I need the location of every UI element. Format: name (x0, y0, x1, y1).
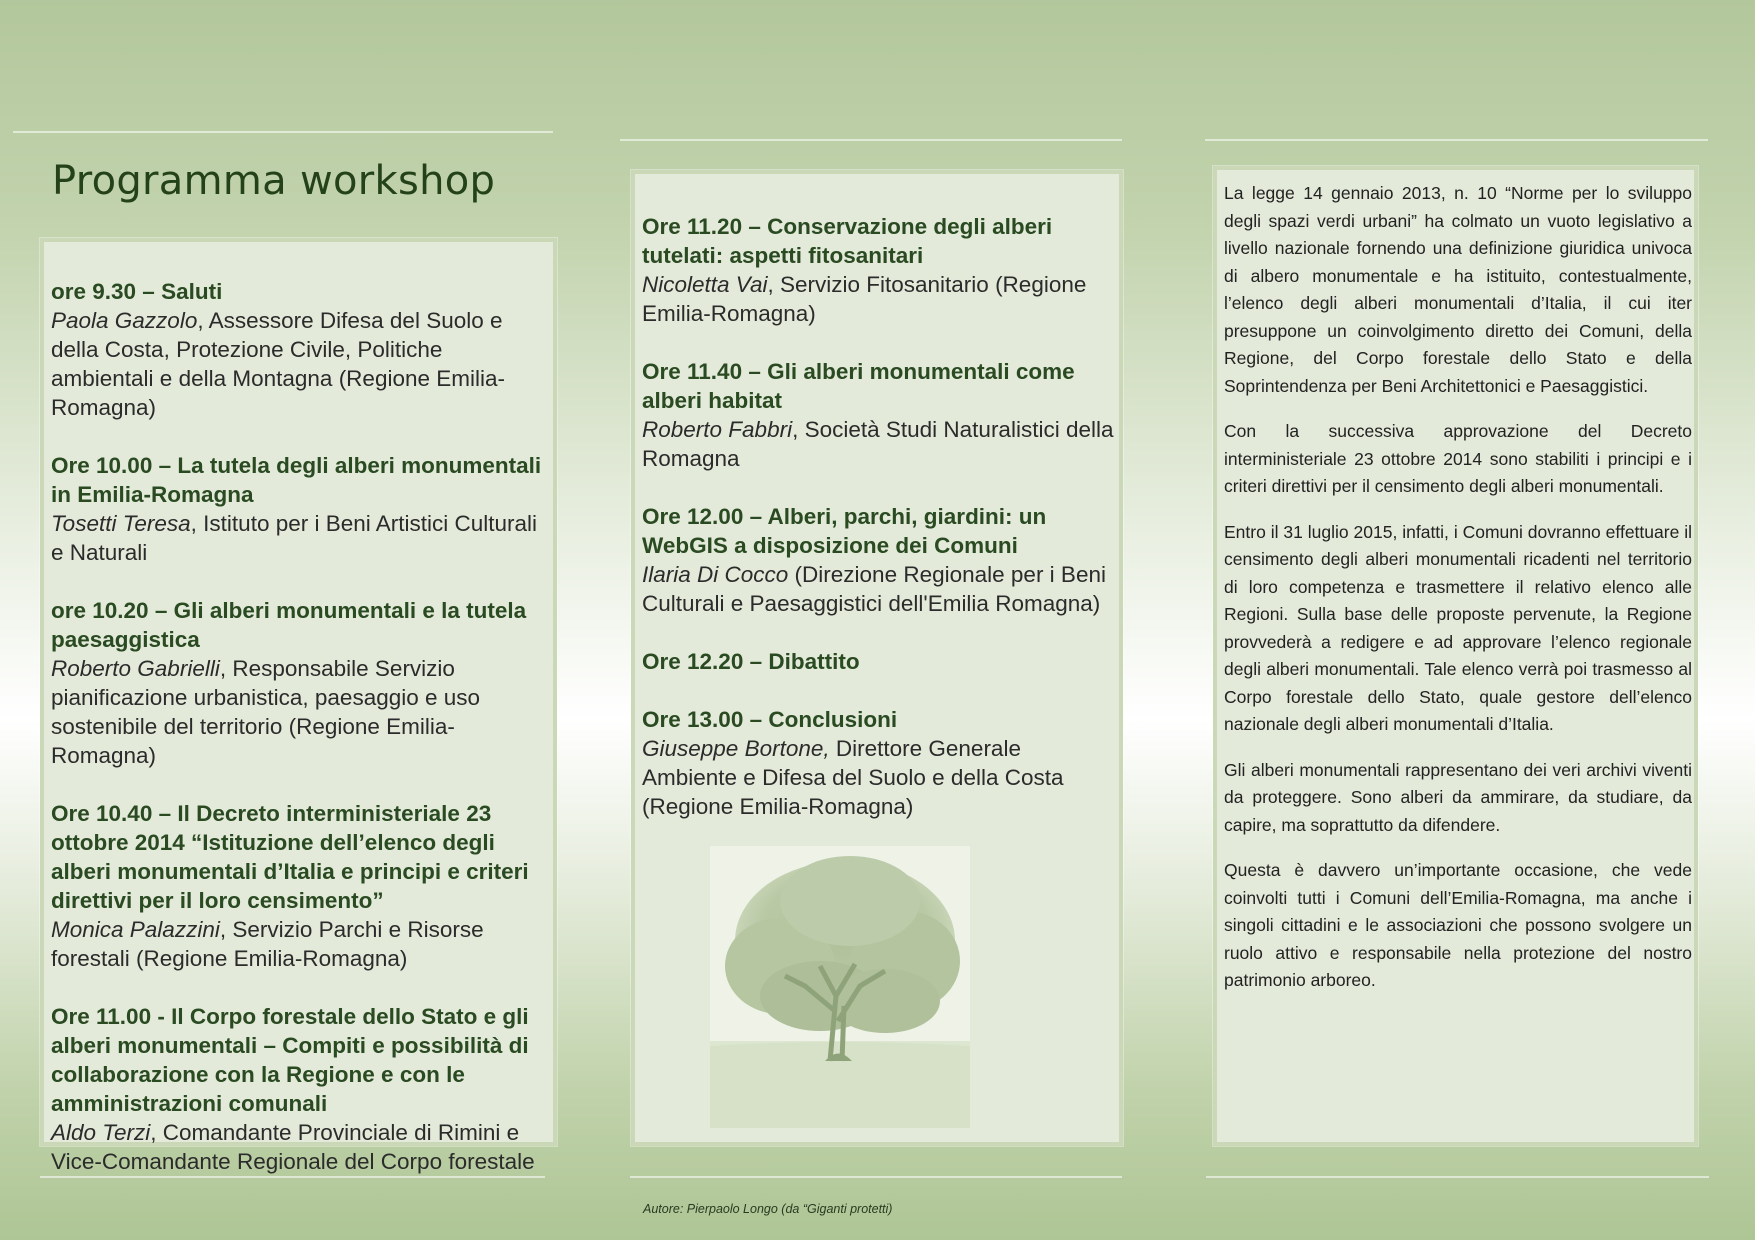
entry-heading: Ore 11.20 – Conservazione degli alberi tutelati: aspetti fitosanitari (642, 214, 1053, 268)
entry-heading: ore 10.20 – Gli alberi monumentali e la tutela paesaggistica (51, 598, 527, 652)
program-entry (642, 705, 1116, 821)
speaker-name: Nicoletta Vai (642, 272, 768, 297)
tree-icon (710, 846, 970, 1128)
paragraph: Gli alberi monumentali rappresentano dei veri archivi viventi da proteggere. Sono alberi da ammirare, da studiare, da capire, ma soprattutto da difendere. (1224, 759, 1692, 835)
program-entry (51, 451, 549, 567)
bottom-rule-middle (630, 1176, 1122, 1178)
program-entry (642, 212, 1116, 328)
entry-heading: Ore 10.00 – La tutela degli alberi monumentali in Emilia-Romagna (51, 453, 542, 507)
paragraph: La legge 14 gennaio 2013, n. 10 “Norme per lo sviluppo degli spazi verdi urbani” ha colmato un vuoto legislativo a livello nazionale fornendo una definizione giuridica univoca di albero monumentale e ha istituito, contestualmente, l’elenco degli alberi monumentali d’Italia, il cui iter presuppone un coinvolgimento diretto dei Comuni, della Regione, del Corpo forestale dello Stato e della Soprintendenza per Beni Architettonici e Paesaggistici. (1224, 183, 1692, 396)
speaker-role: (Direzione Regionale per i Beni Culturali e Paesaggistici dell'Emilia Romagna) (642, 562, 1106, 616)
speaker-role: Direttore Generale Ambiente e Difesa del Suolo e della Costa (Regione Emilia-Romagna) (642, 736, 1064, 819)
entry-heading: Ore 13.00 – Conclusioni (642, 707, 898, 732)
speaker-name: Roberto Fabbri (642, 417, 793, 442)
image-credit: Autore: Pierpaolo Longo (da “Giganti protetti) (643, 1202, 893, 1216)
entry-heading: Ore 11.00 - Il Corpo forestale dello Stato e gli alberi monumentali – Compiti e possibilità di collaborazione con la Regione e con le amministrazioni comunali (51, 1004, 529, 1116)
program-list-middle (642, 212, 1116, 850)
speaker-name: Giuseppe Bortone, (642, 736, 830, 761)
tree-illustration (710, 846, 970, 1128)
program-entry (642, 502, 1116, 618)
program-entry (51, 799, 549, 973)
entry-heading: ore 9.30 – Saluti (51, 279, 223, 304)
paragraph: Entro il 31 luglio 2015, infatti, i Comuni dovranno effettuare il censimento degli alberi monumentali ricadenti nel territorio di loro competenza e trasmettere il relativo elenco alle Regioni. Sulla base delle proposte pervenute, la Regione provvederà a redigere e ad approvare l’elenco regionale degli alberi monumentali. Tale elenco verrà poi trasmesso al Corpo forestale dello Stato, quale gestore dell’elenco nazionale degli alberi monumentali d’Italia. (1224, 521, 1692, 734)
speaker-role: , Servizio Parchi e Risorse forestali (Regione Emilia-Romagna) (51, 917, 484, 971)
entry-heading: Ore 10.40 – Il Decreto interministeriale 23 ottobre 2014 “Istituzione dell’elenco degli alberi monumentali d’Italia e principi e criteri direttivi per il loro censimento” (51, 801, 529, 913)
paragraph: Con la successiva approvazione del Decreto interministeriale 23 ottobre 2014 sono stabiliti i principi e i criteri direttivi per il censimento degli alberi monumentali. (1224, 421, 1692, 496)
paragraph: Questa è davvero un’importante occasione, che vede coinvolti tutti i Comuni dell’Emilia-Romagna, ma anche i singoli cittadini e le associazioni che possono svolgere un ruolo attivo e responsabile nella protezione del nostro patrimonio arboreo. (1224, 860, 1692, 990)
entry-heading: Ore 11.40 – Gli alberi monumentali come alberi habitat (642, 359, 1075, 413)
speaker-role: , Società Studi Naturalistici della Romagna (642, 417, 1114, 471)
top-rule-right (1205, 139, 1708, 141)
program-entry (51, 277, 549, 422)
top-rule-left (13, 131, 553, 133)
program-entry (51, 1002, 549, 1176)
entry-heading: Ore 12.00 – Alberi, parchi, giardini: un WebGIS a disposizione dei Comuni (642, 504, 1047, 558)
speaker-name: Paola Gazzolo (51, 308, 198, 333)
bottom-rule-right (1206, 1176, 1709, 1178)
speaker-name: Aldo Terzi (51, 1120, 151, 1145)
speaker-name: Roberto Gabrielli (51, 656, 220, 681)
speaker-role: , Responsabile Servizio pianificazione urbanistica, paesaggio e uso sostenibile del territorio (Regione Emilia-Romagna) (51, 656, 481, 768)
speaker-role: , Istituto per i Beni Artistici Culturali e Naturali (51, 511, 538, 565)
intro-text (1224, 180, 1692, 1013)
program-entry (642, 357, 1116, 473)
page-title: Programma workshop (52, 158, 496, 204)
speaker-name: Ilaria Di Cocco (642, 562, 789, 587)
speaker-role: , Servizio Fitosanitario (Regione Emilia-Romagna) (642, 272, 1087, 326)
top-rule-middle (620, 139, 1122, 141)
speaker-name: Monica Palazzini (51, 917, 220, 942)
program-list-left (51, 277, 549, 1205)
speaker-role: , Assessore Difesa del Suolo e della Costa, Protezione Civile, Politiche ambientali e della Montagna (Regione Emilia-Romagna) (51, 308, 505, 420)
speaker-name: Tosetti Teresa (51, 511, 191, 536)
speaker-role: , Comandante Provinciale di Rimini e Vice-Comandante Regionale del Corpo forestale (51, 1120, 535, 1174)
program-entry (51, 596, 549, 770)
entry-heading: Ore 12.20 – Dibattito (642, 649, 860, 674)
program-entry (642, 647, 1116, 676)
